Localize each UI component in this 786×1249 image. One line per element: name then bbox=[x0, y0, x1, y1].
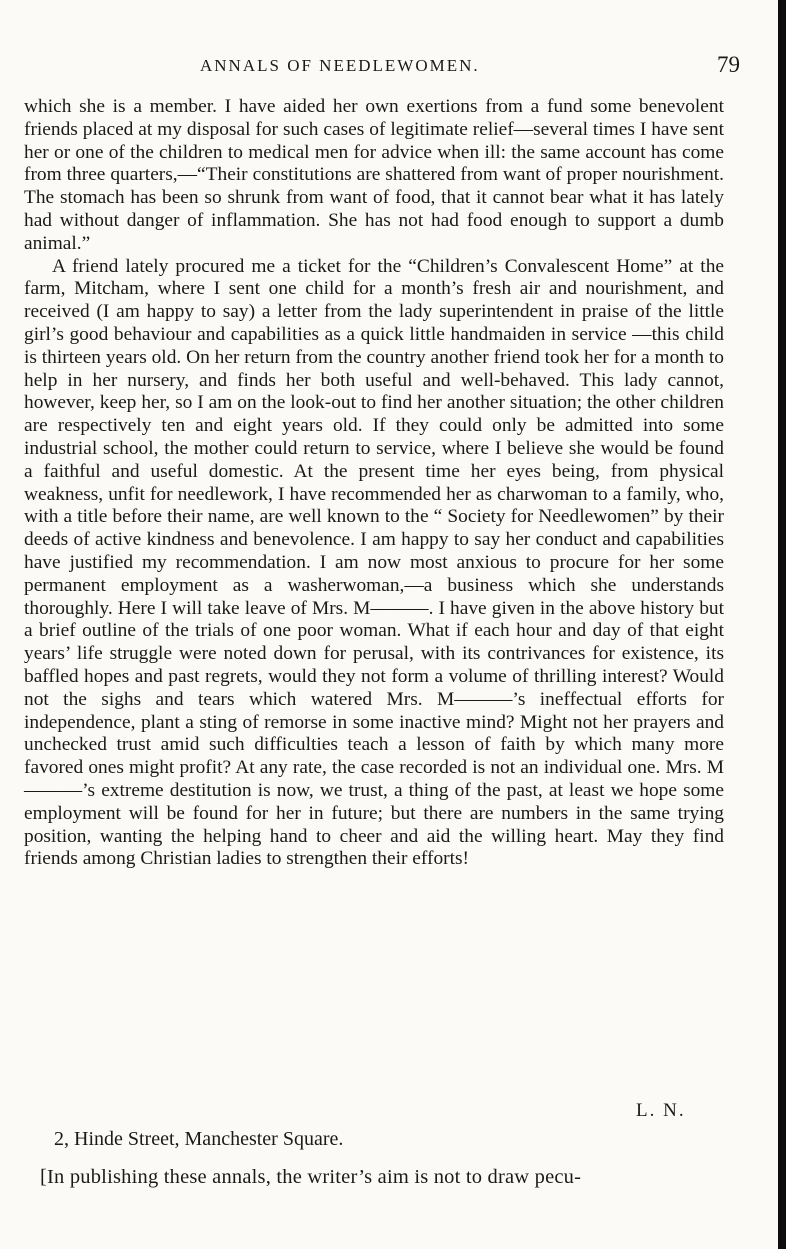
page-edge-shadow bbox=[778, 0, 786, 1249]
page-header bbox=[200, 52, 740, 82]
main-text bbox=[24, 96, 724, 871]
author-initials: L. N. bbox=[636, 1100, 686, 1121]
author-address: 2, Hinde Street, Manchester Square. bbox=[54, 1128, 344, 1150]
editor-note: [In publishing these annals, the writer’s aim is not to draw pecu- bbox=[40, 1166, 582, 1188]
paragraph: A friend lately procured me a ticket for the “Children’s Convalescent Home” at the farm, Mitcham, where I sent one child for a month’s fresh air and nourishment, and received (I am happy to say) a letter from the lady superintendent in praise of the little girl’s good behaviour and capabilities as a quick little handmaiden in service —this child is thirteen years old. On her return from the country another friend took her for a month to help in her nursery, and finds her both useful and well-behaved. This lady cannot, however, keep her, so I am on the look-out to find her another situation; the other children are respectively ten and eight years old. If they could only be admitted into some industrial school, the mother could return to service, where I believe she would be found a faithful and useful domestic. At the present time her eyes being, from physical weakness, unfit for needlework, I have recommended her as charwoman to a family, who, with a title before their name, are well known to the “ Society for Needlewomen” by their deeds of active kindness and benevolence. I am happy to say her conduct and capabilities have justified my recommendation. I am now most anxious to procure for her some permanent employment as a washerwoman,—a business which she understands thoroughly. Here I will take leave of Mrs. M———. I have given in the above history but a brief outline of the trials of one poor woman. What if each hour and day of that eight years’ life struggle were noted down for perusal, with its contrivances for existence, its baffled hopes and past regrets, would they not form a volume of thrilling interest? Would not the sighs and tears which watered Mrs. M———’s ineffectual efforts for independence, plant a sting of remorse in some inactive mind? Might not her prayers and unchecked trust amid such difficulties teach a lesson of faith by which many more favored ones might profit? At any rate, the case recorded is not an individual one. Mrs. M———’s extreme destitution is now, we trust, a thing of the past, at least we hope some employment will be found for her in future; but there are numbers in the same trying position, wanting the helping hand to cheer and aid the willing heart. May they find friends among Christian ladies to strengthen their efforts! bbox=[24, 255, 725, 870]
paragraph-continued: which she is a member. I have aided her own exertions from a fund some benevolent friends placed at my disposal for such cases of legitimate relief—several times I have sent her or one of the children to medical men for advice when ill: the same account has come from three quarters,—“Their constitutions are shattered from want of proper nourishment. The stomach has been so shrunk from want of food, that it cannot bear what it has lately had without danger of inflammation. She has not had food enough to support a dumb animal.” bbox=[24, 96, 724, 254]
running-head: ANNALS OF NEEDLEWOMEN. bbox=[200, 56, 480, 75]
page-number: 79 bbox=[717, 52, 740, 77]
